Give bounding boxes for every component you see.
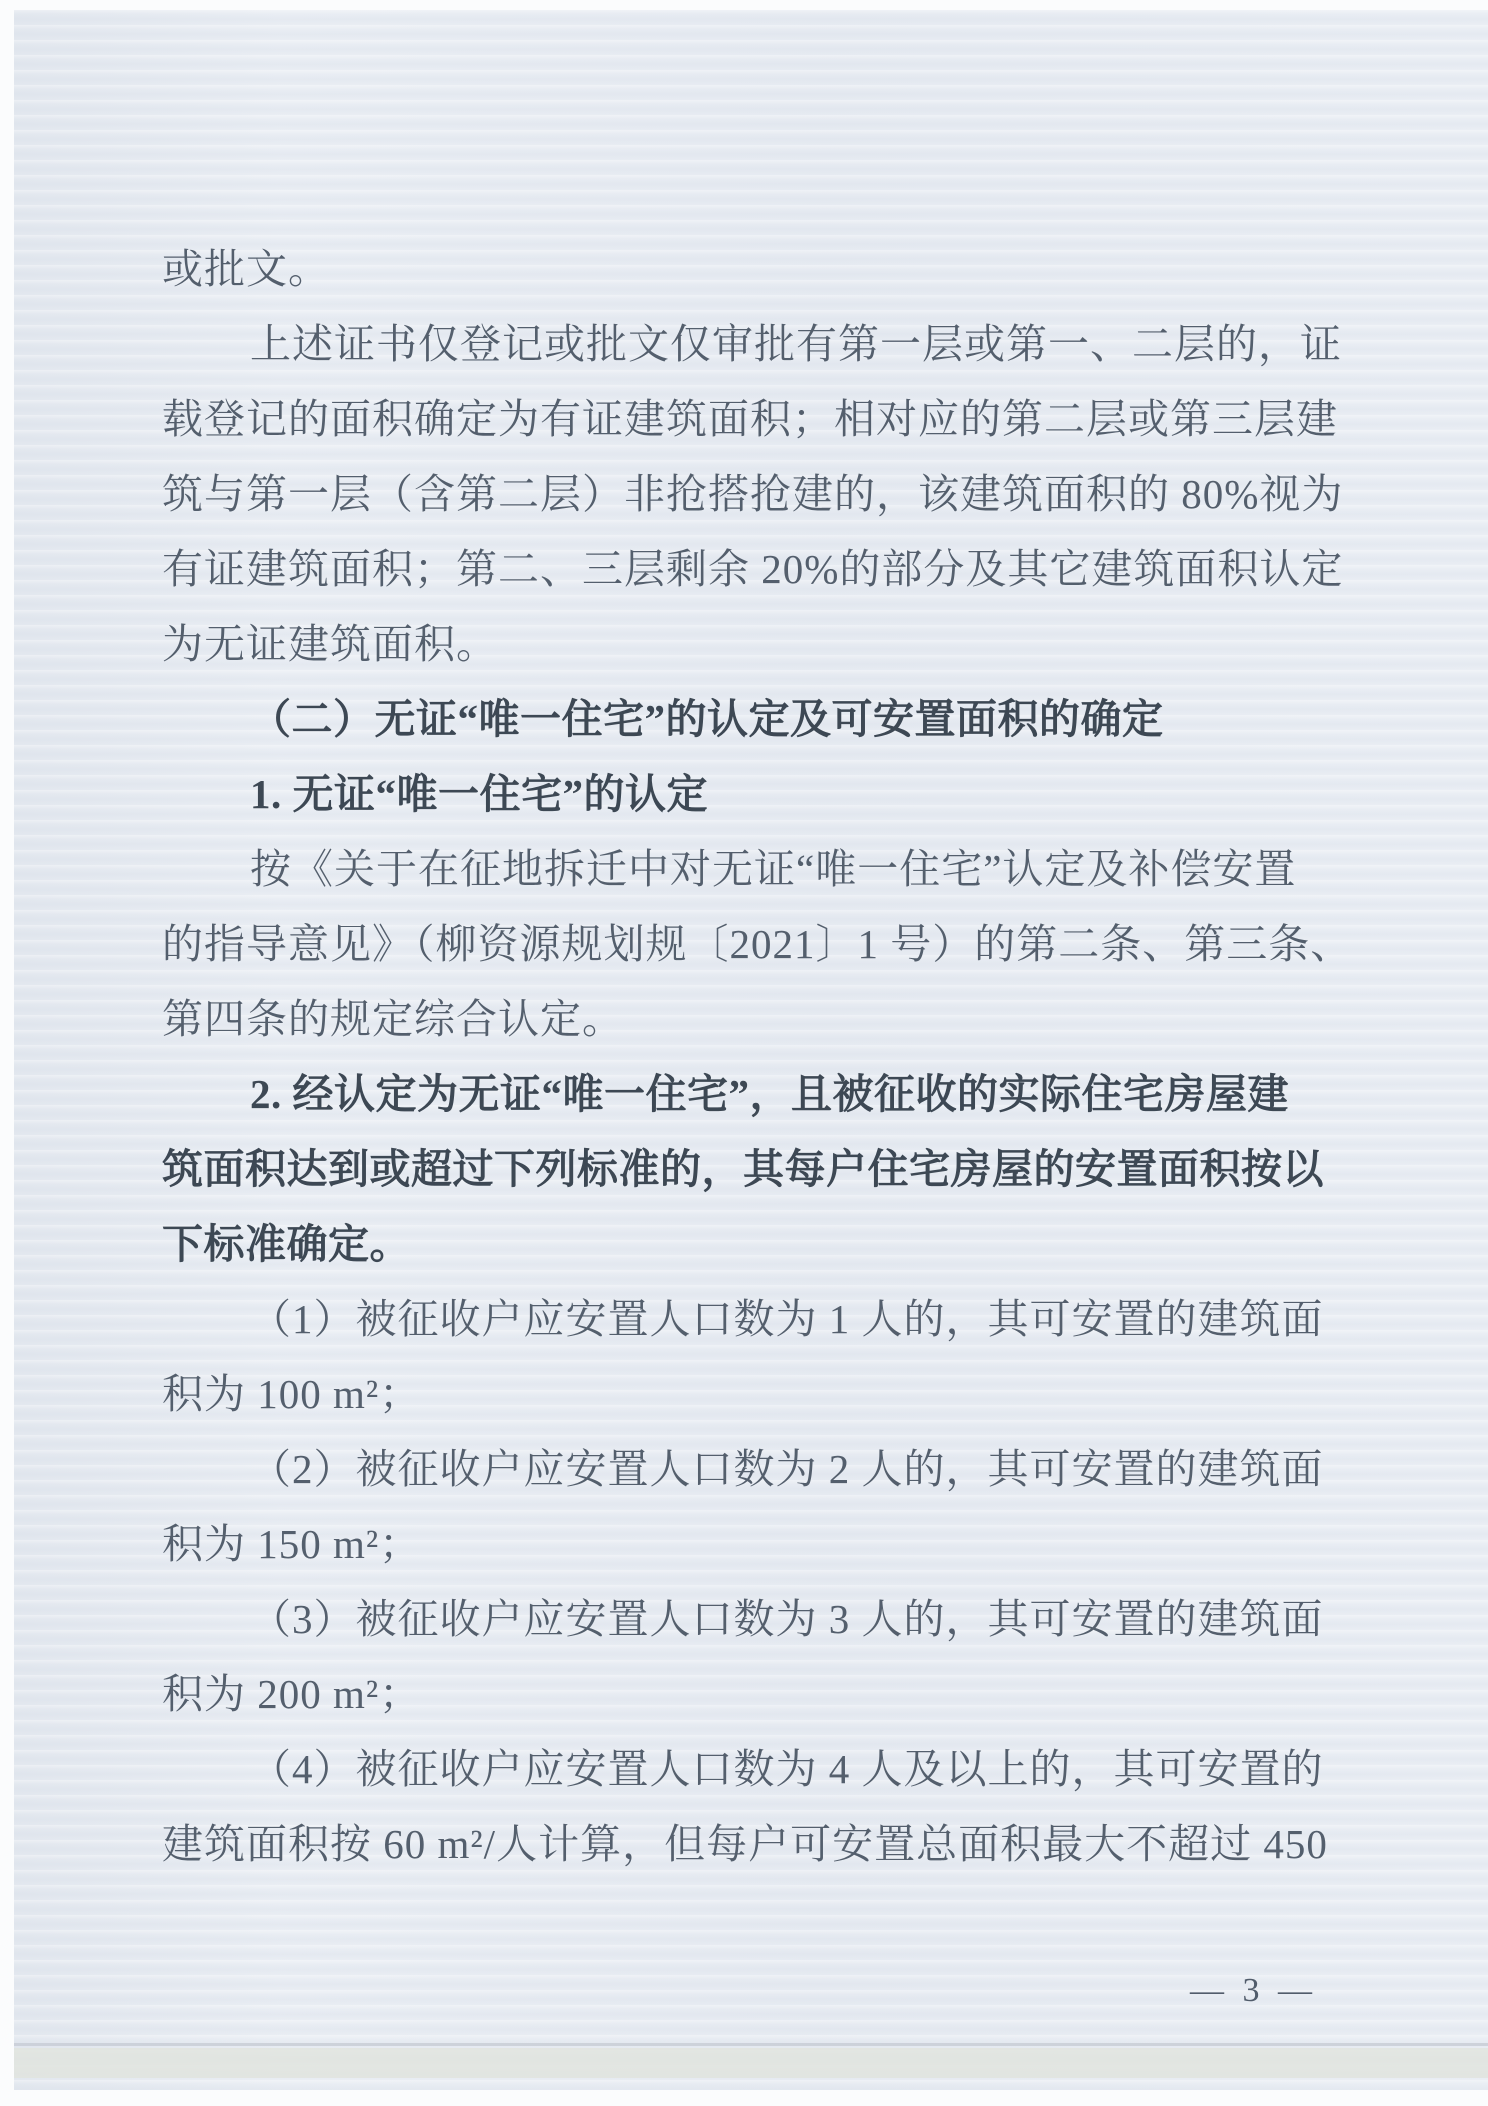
text-line: 为无证建筑面积。 [162,621,498,667]
document-body [162,232,1402,1882]
text-line: 筑与第一层（含第二层）非抢搭抢建的，该建筑面积的 80%视为 [162,471,1344,517]
text-line: 积为 100 m²； [162,1371,422,1417]
text-line: （2）被征收户应安置人口数为 2 人的，其可安置的建筑面 [250,1446,1324,1492]
text-line: 下标准确定。 [162,1221,411,1267]
text-line: 或批文。 [162,246,330,292]
text-line: 上述证书仅登记或批文仅审批有第一层或第一、二层的，证 [250,321,1342,367]
text-line: 载登记的面积确定为有证建筑面积；相对应的第二层或第三层建 [162,396,1338,442]
text-line: 积为 150 m²； [162,1521,422,1567]
text-line: 建筑面积按 60 m²/人计算，但每户可安置总面积最大不超过 450 [162,1821,1328,1867]
text-line: （二）无证“唯一住宅”的认定及可安置面积的确定 [250,696,1164,742]
text-line: 积为 200 m²； [162,1671,422,1717]
text-line: （3）被征收户应安置人口数为 3 人的，其可安置的建筑面 [250,1596,1324,1642]
text-line: 筑面积达到或超过下列标准的，其每户住宅房屋的安置面积按以 [162,1146,1324,1192]
text-line: 第四条的规定综合认定。 [162,996,624,1042]
text-line: 的指导意见》（柳资源规划规〔2021〕1 号）的第二条、第三条、 [162,921,1353,967]
scan-artifact-line [14,2043,1488,2046]
text-line: 2. 经认定为无证“唯一住宅”，且被征收的实际住宅房屋建 [250,1071,1289,1117]
text-line: （4）被征收户应安置人口数为 4 人及以上的，其可安置的 [250,1746,1324,1792]
text-line: 1. 无证“唯一住宅”的认定 [250,771,708,817]
document-page [14,10,1488,2090]
text-line: （1）被征收户应安置人口数为 1 人的，其可安置的建筑面 [250,1296,1324,1342]
page-number: — 3 — [1190,1972,1317,2009]
text-line: 按《关于在征地拆迁中对无证“唯一住宅”认定及补偿安置 [250,846,1297,892]
text-line: 有证建筑面积；第二、三层剩余 20%的部分及其它建筑面积认定 [162,546,1344,592]
scan-artifact-band [14,2048,1488,2078]
